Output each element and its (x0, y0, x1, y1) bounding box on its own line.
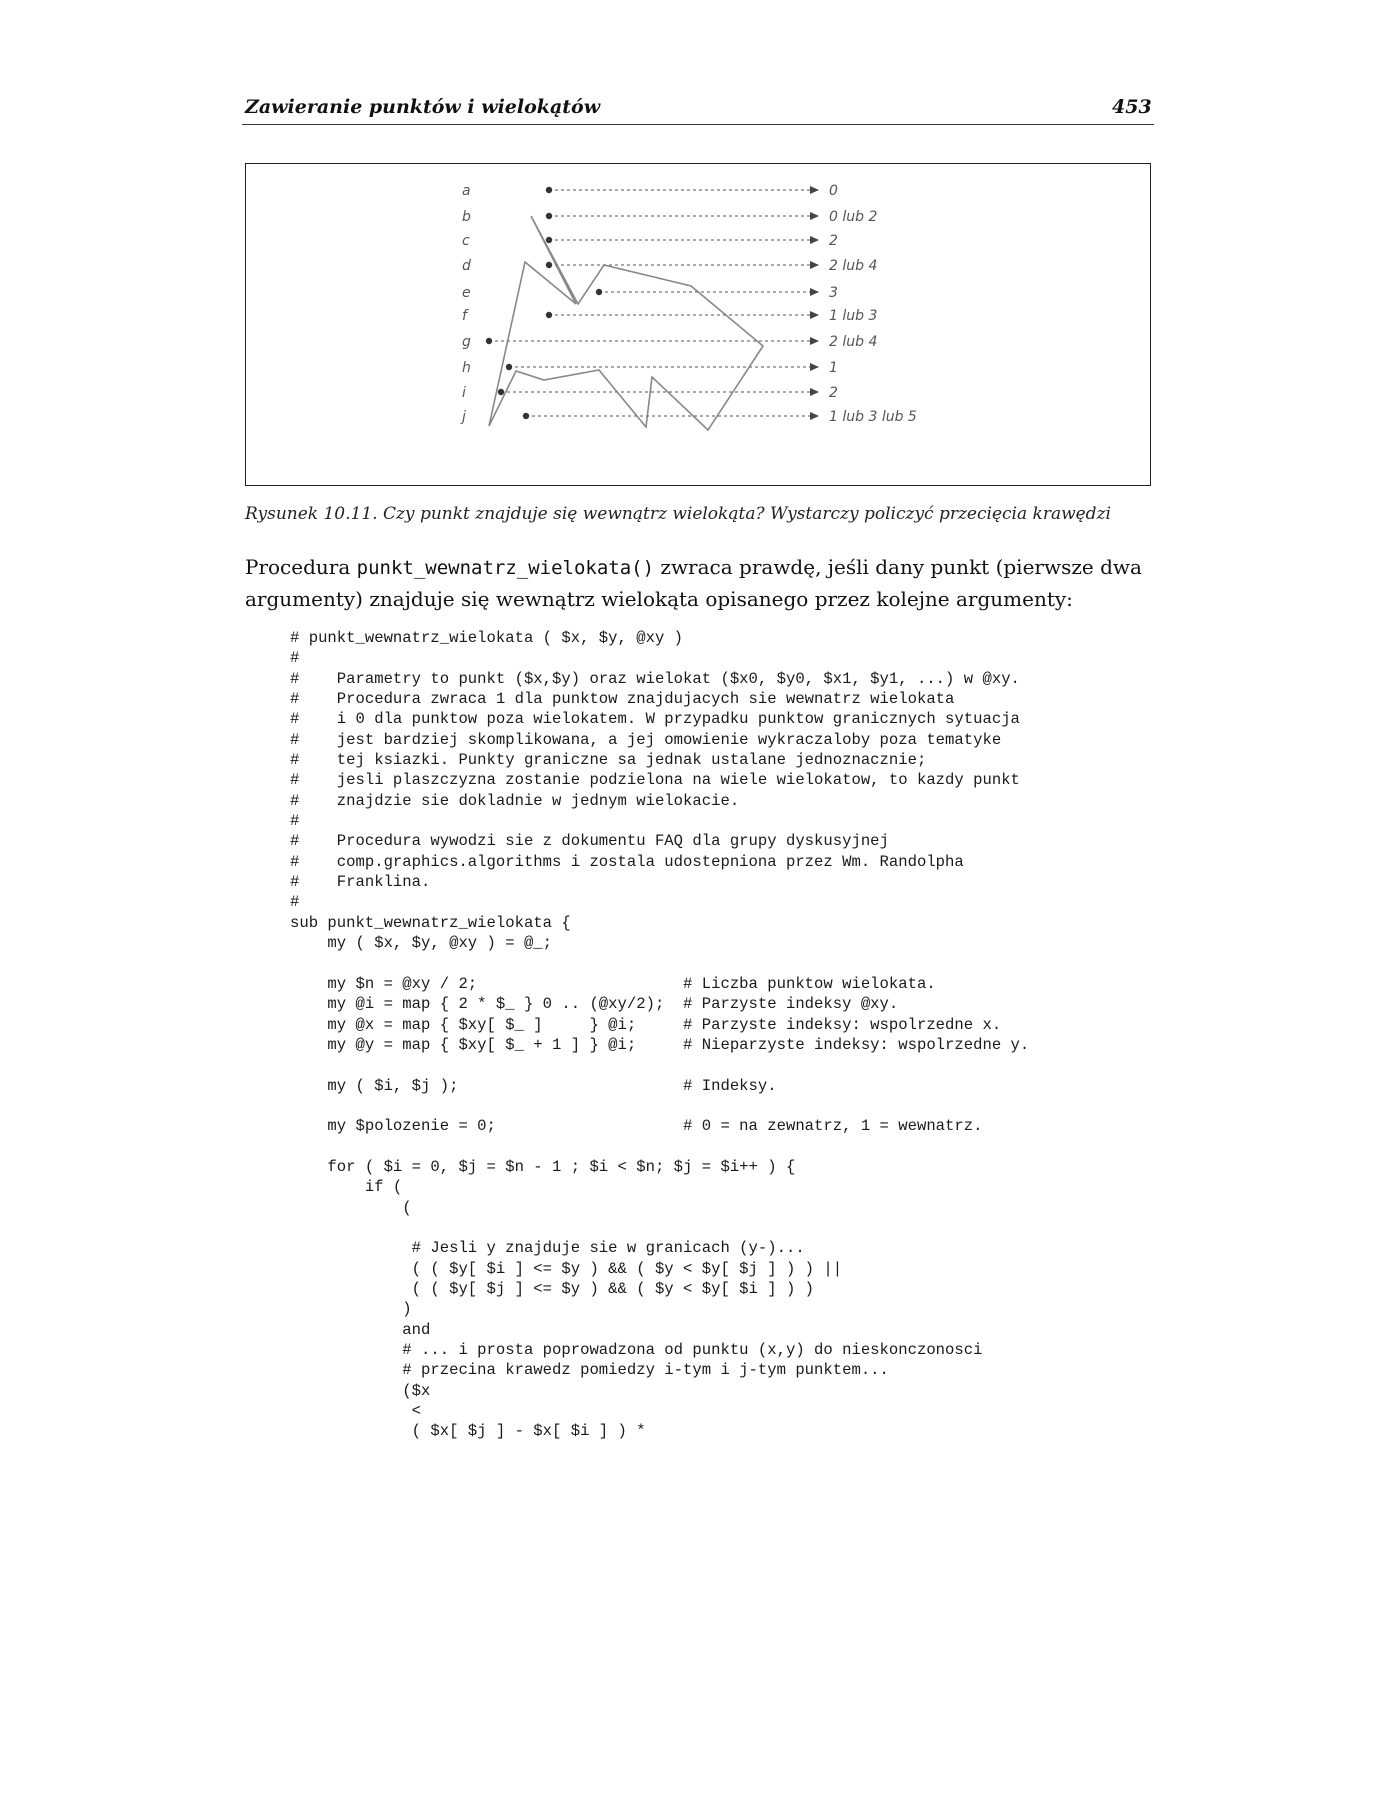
ray-arrowhead (810, 311, 819, 319)
code-line: my @i = map { 2 * $_ } 0 .. (@xy/2); # Parzyste indeksy @xy. (290, 995, 899, 1014)
intro-inline-code: punkt_wewnatrz_wielokata() (356, 557, 655, 579)
code-line: # (290, 812, 300, 831)
code-line: my $n = @xy / 2; # Liczba punktow wielokata. (290, 974, 936, 993)
code-line: # jest bardziej skomplikowana, a jej omowienie wykraczaloby poza tematyke (290, 730, 1002, 749)
crossing-count: 2 lub 4 (829, 258, 878, 274)
code-line: my $polozenie = 0; # 0 = na zewnatrz, 1 = wewnatrz. (290, 1117, 983, 1136)
ray-start-point (546, 262, 552, 268)
ray-arrowhead (810, 212, 819, 220)
ray-arrowhead (810, 261, 819, 269)
ray-label: d (462, 258, 471, 274)
crossing-count: 1 lub 3 lub 5 (829, 409, 917, 425)
polygon-shape (489, 216, 763, 430)
header-rule (242, 124, 1154, 125)
ray-start-point (546, 187, 552, 193)
page-number: 453 (1112, 96, 1152, 118)
crossing-count: 0 lub 2 (829, 209, 878, 225)
ray-arrowhead (810, 363, 819, 371)
ray-start-point (506, 364, 512, 370)
intro-text-end: zwraca prawdę, jeśli dany punkt (pierwsze dwa argumenty) znajduje się wewnątrz wielokąta opisanego przez kolejne argumenty: (245, 555, 1142, 611)
code-line: ($x (290, 1381, 431, 1400)
code-line: # Procedura zwraca 1 dla punktow znajdujacych sie wewnatrz wielokata (290, 690, 955, 709)
ray-start-point (486, 338, 492, 344)
code-listing (290, 628, 1029, 1442)
ray-start-point (546, 312, 552, 318)
code-line: # tej ksiazki. Punkty graniczne sa jednak ustalane jednoznacznie; (290, 751, 927, 770)
ray-start-point (523, 413, 529, 419)
polygon-ray-diagram (246, 164, 1152, 487)
ray-label: j (462, 409, 466, 425)
crossing-count: 1 lub 3 (829, 308, 878, 324)
crossing-count: 2 (829, 233, 838, 249)
crossing-count: 3 (829, 285, 838, 301)
code-line: and (290, 1320, 431, 1339)
code-line: ( ( $y[ $j ] <= $y ) && ( $y < $y[ $i ] ) ) (290, 1280, 815, 1298)
intro-paragraph (245, 552, 1155, 615)
ray-arrowhead (810, 412, 819, 420)
figure-frame (245, 163, 1151, 486)
ray-arrowhead (810, 236, 819, 244)
ray-arrowhead (810, 388, 819, 396)
code-line: # punkt_wewnatrz_wielokata ( $x, $y, @xy ) (290, 629, 684, 647)
code-line: # Procedura wywodzi sie z dokumentu FAQ dla grupy dyskusyjnej (290, 832, 889, 851)
code-line: # Franklina. (290, 873, 431, 892)
crossing-count: 1 (829, 360, 838, 376)
code-line: sub punkt_wewnatrz_wielokata { (290, 913, 571, 932)
code-line: ( ( $y[ $i ] <= $y ) && ( $y < $y[ $j ] ) ) || (290, 1259, 843, 1278)
code-line: for ( $i = 0, $j = $n - 1 ; $i < $n; $j = $i++ ) { (290, 1157, 796, 1176)
code-line: # i 0 dla punktow poza wielokatem. W przypadku punktow granicznych sytuacja (290, 710, 1020, 729)
code-line: # jesli plaszczyzna zostanie podzielona na wiele wielokatow, to kazdy punkt (290, 771, 1020, 790)
code-line: my ( $x, $y, @xy ) = @_; (290, 934, 553, 953)
ray-label: i (462, 385, 466, 401)
code-line: if ( (290, 1178, 403, 1197)
code-line: # (290, 649, 300, 668)
figure-caption: Rysunek 10.11. Czy punkt znajduje się wewnątrz wielokąta? Wystarczy policzyć przecięcia krawędzi (245, 504, 1111, 524)
intro-text-start: Procedura (245, 555, 357, 579)
code-line: # Jesli y znajduje sie w granicach (y-)... (290, 1239, 805, 1258)
ray-arrowhead (810, 337, 819, 345)
code-line: ) (290, 1300, 412, 1319)
crossing-count: 2 (829, 385, 838, 401)
crossing-count: 2 lub 4 (829, 334, 878, 350)
code-line: # Parametry to punkt ($x,$y) oraz wielokat ($x0, $y0, $x1, $y1, ...) w @xy. (290, 669, 1020, 688)
ray-label: b (462, 209, 471, 225)
crossing-count: 0 (829, 183, 838, 199)
ray-label: f (462, 308, 467, 324)
code-line: my @x = map { $xy[ $_ ] } @i; # Parzyste indeksy: wspolrzedne x. (290, 1015, 1002, 1034)
ray-start-point (546, 213, 552, 219)
ray-label: e (462, 285, 471, 301)
ray-start-point (546, 237, 552, 243)
code-line: # znajdzie sie dokladnie w jednym wielokacie. (290, 791, 740, 810)
code-line: < (290, 1402, 422, 1421)
ray-start-point (596, 289, 602, 295)
code-line: # ... i prosta poprowadzona od punktu (x,y) do nieskonczonosci (290, 1341, 983, 1360)
code-line: # przecina krawedz pomiedzy i-tym i j-tym punktem... (290, 1361, 889, 1380)
code-line: # comp.graphics.algorithms i zostala udostepniona przez Wm. Randolpha (290, 852, 964, 871)
ray-start-point (498, 389, 504, 395)
code-line: my @y = map { $xy[ $_ + 1 ] } @i; # Nieparzyste indeksy: wspolrzedne y. (290, 1035, 1030, 1054)
ray-arrowhead (810, 186, 819, 194)
code-line: # (290, 893, 300, 912)
running-header-title: Zawieranie punktów i wielokątów (245, 96, 601, 118)
code-line: ( (290, 1198, 412, 1217)
ray-label: g (462, 334, 471, 350)
ray-label: c (462, 233, 470, 249)
ray-label: h (462, 360, 471, 376)
code-line: ( $x[ $j ] - $x[ $i ] ) * (290, 1422, 646, 1441)
ray-arrowhead (810, 288, 819, 296)
ray-label: a (462, 183, 471, 199)
code-line: my ( $i, $j ); # Indeksy. (290, 1076, 777, 1095)
